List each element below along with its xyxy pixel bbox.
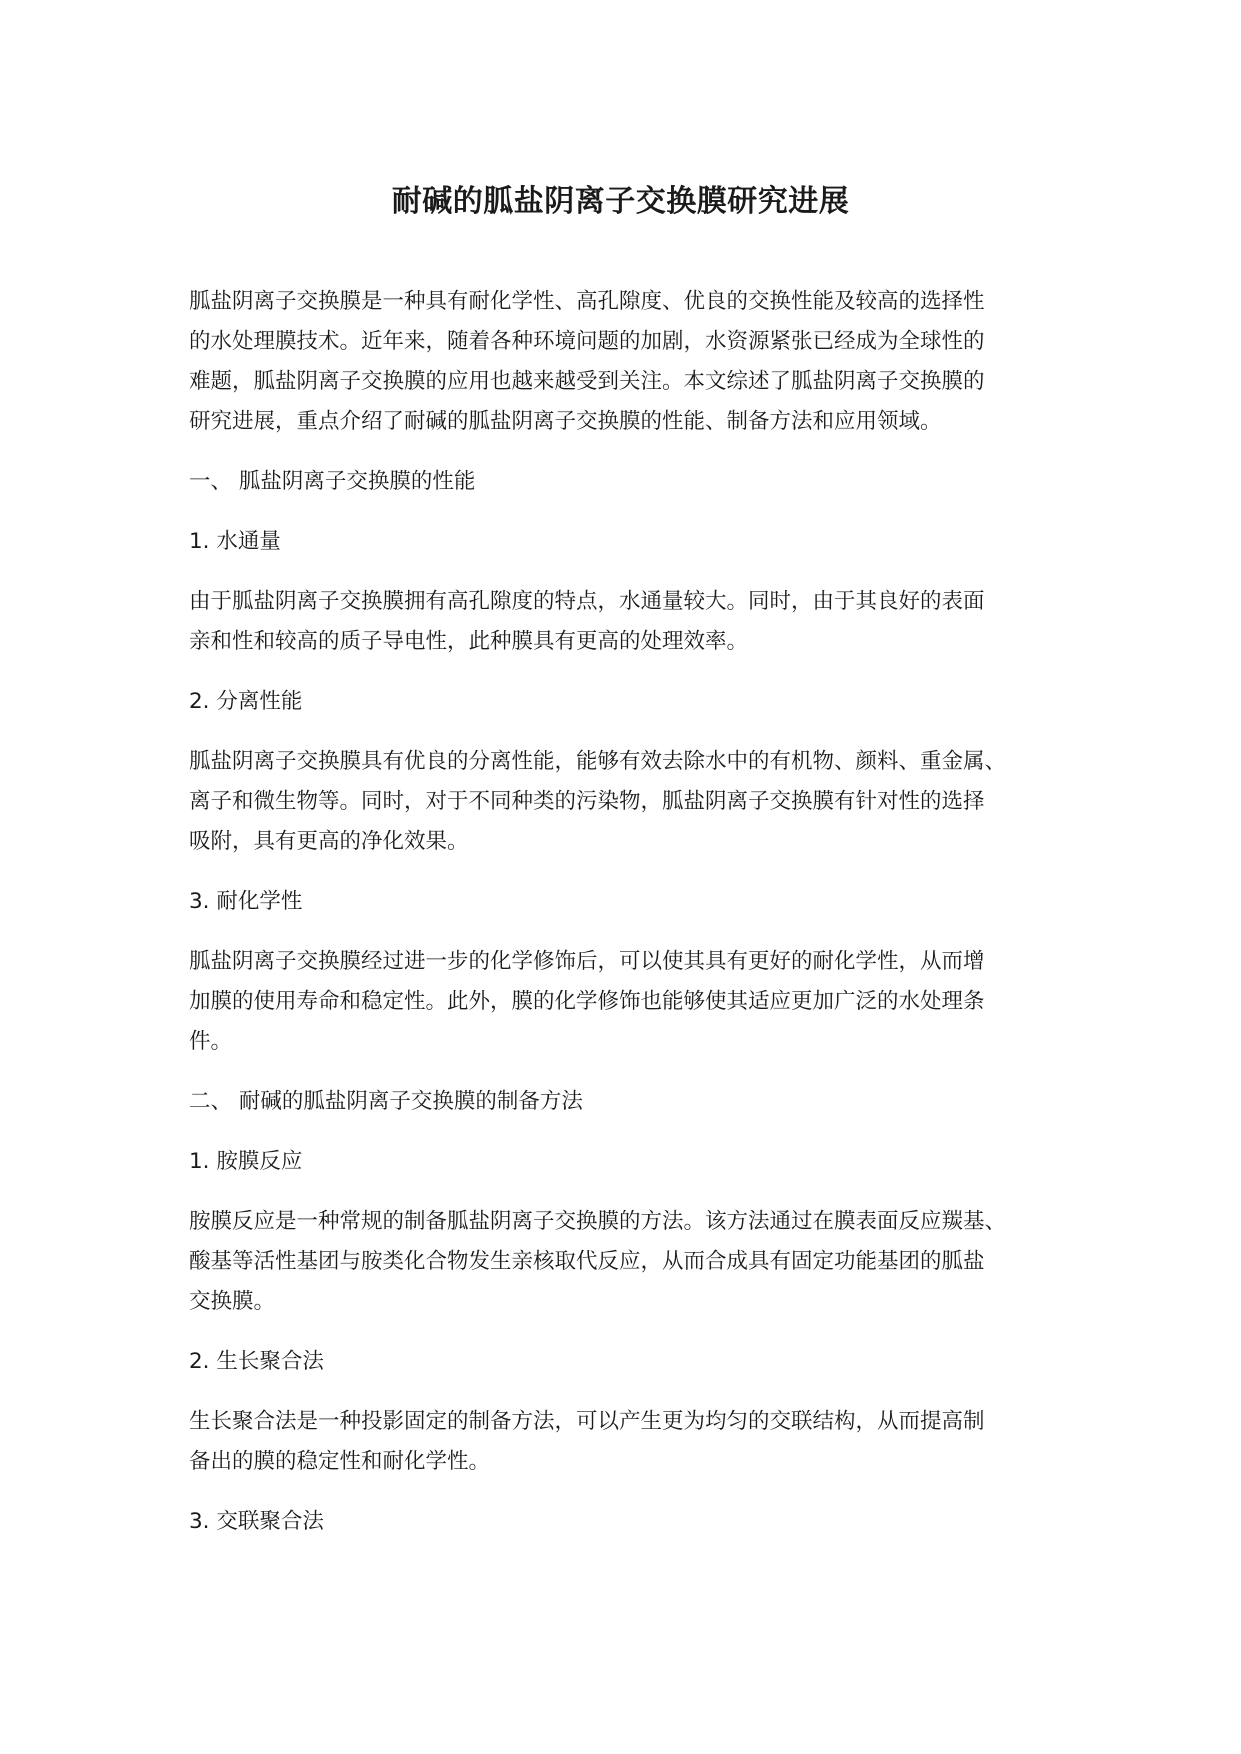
subsection-2-2-heading: 2. 生长聚合法 [189, 1349, 324, 1374]
section-2-heading: 二、 耐碱的胍盐阴离子交换膜的制备方法 [189, 1089, 583, 1114]
section-1-heading: 一、 胍盐阴离子交换膜的性能 [189, 469, 476, 494]
subsection-1-1-heading: 1. 水通量 [189, 529, 281, 554]
subsection-1-2-heading: 2. 分离性能 [189, 689, 303, 714]
subsection-1-2-paragraph: 胍盐阴离子交换膜具有优良的分离性能，能够有效去除水中的有机物、颜料、重金属、 离子和微生物等。同时，对于不同种类的污染物，胍盐阴离子交换膜有针对性的选择 吸附，具有更高的净化效果。 [189, 749, 1007, 854]
subsection-2-1-heading: 1. 胺膜反应 [189, 1149, 303, 1174]
document-body [189, 282, 1069, 1562]
subsection-1-3-heading: 3. 耐化学性 [189, 889, 303, 914]
intro-paragraph: 胍盐阴离子交换膜是一种具有耐化学性、高孔隙度、优良的交换性能及较高的选择性 的水处理膜技术。近年来，随着各种环境问题的加剧，水资源紧张已经成为全球性的 难题，胍盐阴离子交换膜的应用也越来越受到关注。本文综述了胍盐阴离子交换膜的 研究进展，重点介绍了耐碱的胍盐阴离子交换膜的性能、制备方法和应用领域。 [189, 289, 985, 434]
subsection-1-1-paragraph: 由于胍盐阴离子交换膜拥有高孔隙度的特点，水通量较大。同时，由于其良好的表面 亲和性和较高的质子导电性，此种膜具有更高的处理效率。 [189, 589, 985, 654]
subsection-2-3-heading: 3. 交联聚合法 [189, 1509, 324, 1534]
subsection-2-1-paragraph: 胺膜反应是一种常规的制备胍盐阴离子交换膜的方法。该方法通过在膜表面反应羰基、 酸基等活性基团与胺类化合物发生亲核取代反应，从而合成具有固定功能基团的胍盐 交换膜。 [189, 1209, 1007, 1314]
subsection-2-2-paragraph: 生长聚合法是一种投影固定的制备方法，可以产生更为均匀的交联结构，从而提高制 备出的膜的稳定性和耐化学性。 [189, 1409, 985, 1474]
subsection-1-3-paragraph: 胍盐阴离子交换膜经过进一步的化学修饰后，可以使其具有更好的耐化学性，从而增 加膜的使用寿命和稳定性。此外，膜的化学修饰也能够使其适应更加广泛的水处理条 件。 [189, 949, 985, 1054]
document-title: 耐碱的胍盐阴离子交换膜研究进展 [391, 184, 850, 219]
